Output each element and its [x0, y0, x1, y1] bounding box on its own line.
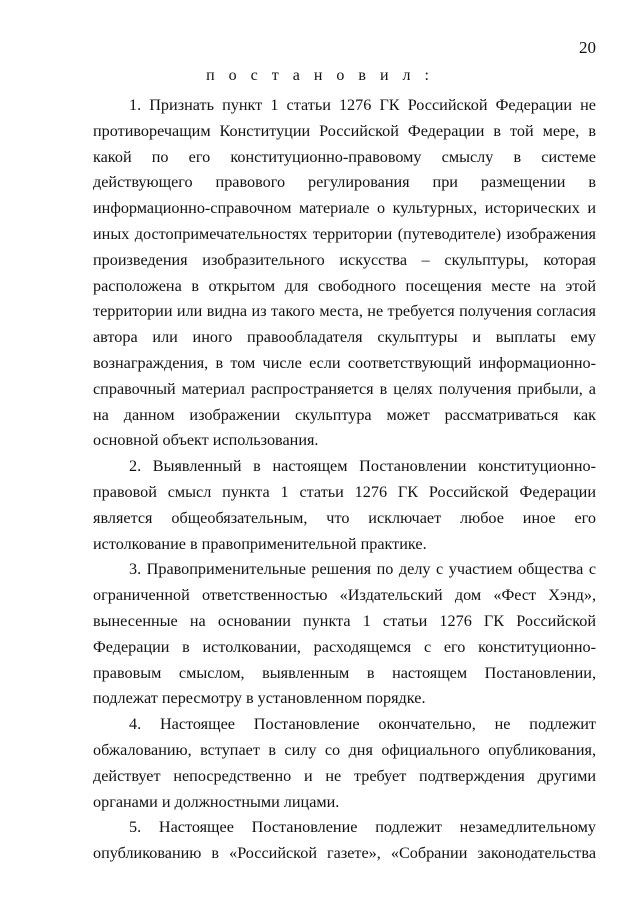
paragraph-5: 5. Настоящее Постановление подлежит незамедлительному опубликованию в «Российской газете», «Собрании законодательства [93, 818, 596, 863]
paragraph-3: 3. Правоприменительные решения по делу с участием общества с ограниченной ответственностью «Издательский дом «Фест Хэнд», вынесенные на основании пункта 1 статьи 1276 ГК Российской Федерации в истолковании, расходящемся с его конституционно-правовым смыслом, выявленным в настоящем Постановлении, подлежат пересмотру в установленном порядке. [93, 560, 596, 708]
paragraph-4: 4. Настоящее Постановление окончательно, не подлежит обжалованию, вступает в силу со дня официального опубликования, действует непосредственно и не требует подтверждения другими органами и должностными лицами. [93, 715, 596, 811]
document-body [93, 93, 596, 867]
page-number: 20 [579, 38, 596, 57]
resolution-heading: п о с т а н о в и л : [206, 67, 434, 84]
paragraph-1: 1. Признать пункт 1 статьи 1276 ГК Российской Федерации не противоречащим Конституции Российской Федерации в той мере, в какой по его конституционно-правовому смыслу в системе действующего правового регулирования при размещении в информационно-справочном материале о культурных, исторических и иных достопримечательностях территории (путеводителе) изображения произведения изобразительного искусства – скульптуры, которая расположена в открытом для свободного посещения месте на этой территории или видна из такого места, не требуется получения согласия автора или иного правообладателя скульптуры и выплаты ему вознаграждения, в том числе если соответствующий информационно-справочный материал распространяется в целях получения прибыли, а на данном изображении скульптура может рассматриваться как основной объект использования. [93, 96, 596, 450]
paragraph-2: 2. Выявленный в настоящем Постановлении конституционно-правовой смысл пункта 1 статьи 1276 ГК Российской Федерации является общеобязательным, что исключает любое иное его истолкование в правоприменительной практике. [93, 457, 596, 553]
